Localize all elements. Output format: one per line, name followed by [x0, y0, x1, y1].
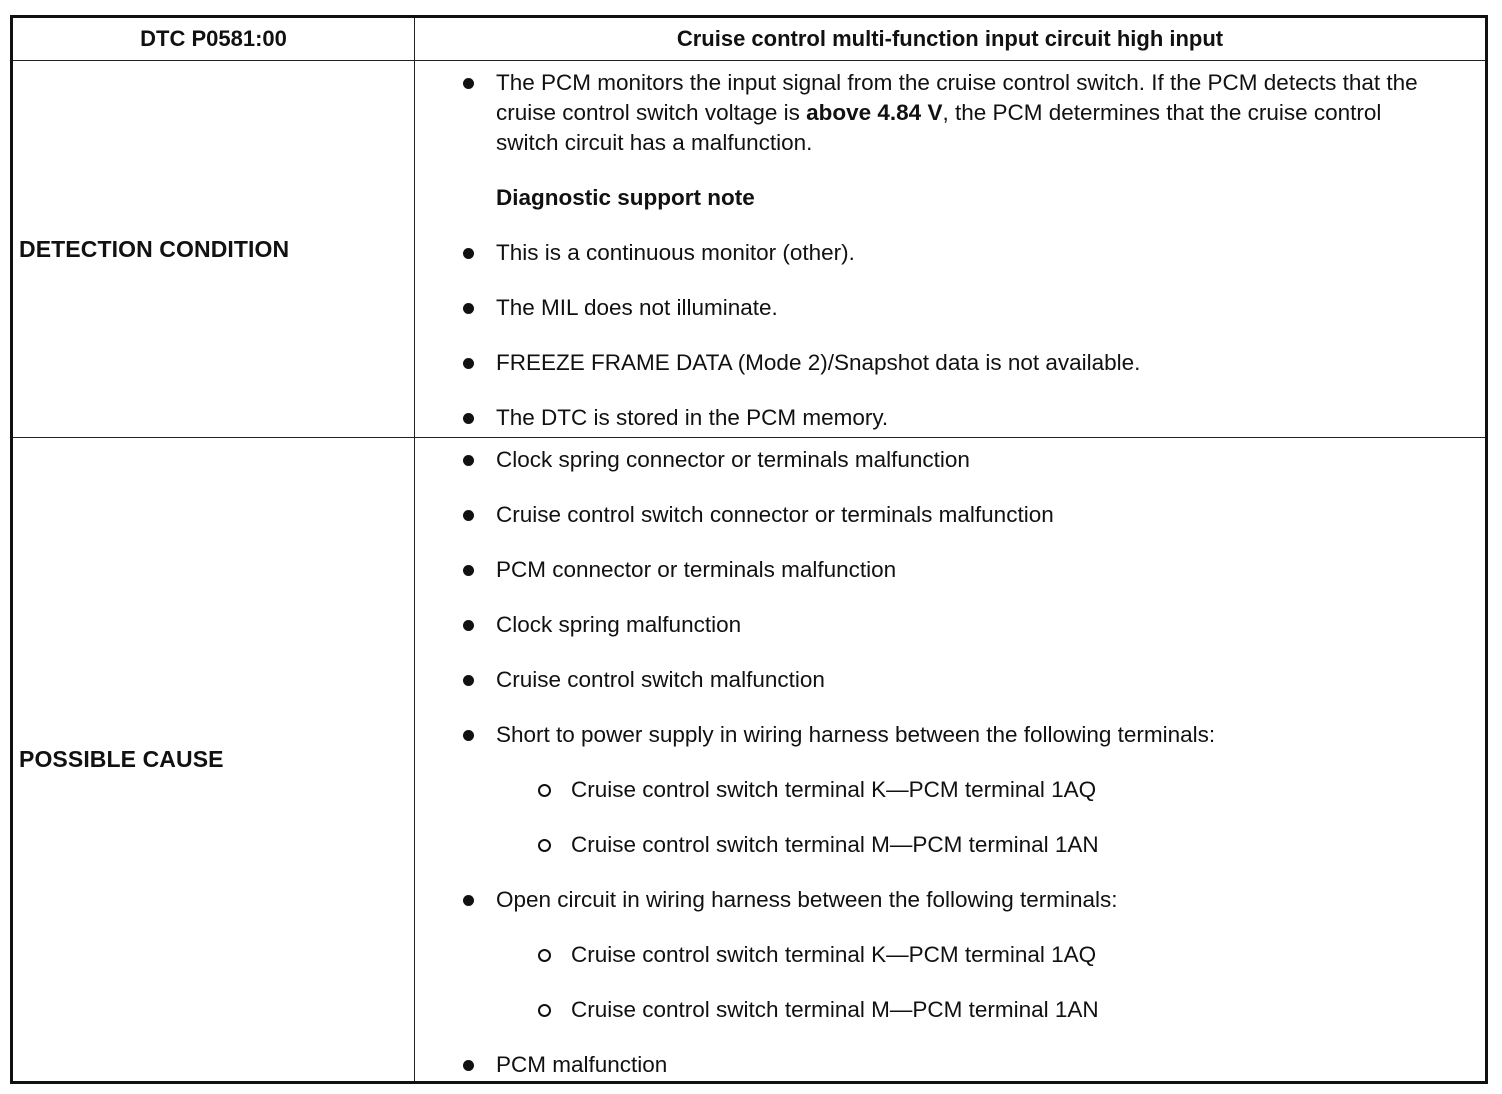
circle-bullet-icon: [538, 839, 551, 852]
circle-bullet-icon: [538, 949, 551, 962]
dtc-description: Cruise control multi-function input circuit high input: [676, 26, 1224, 51]
bullet-icon: [463, 620, 474, 631]
dtc-table: [10, 15, 1488, 1084]
possible-cause-label: POSSIBLE CAUSE: [19, 746, 224, 772]
detection-label-cell: [13, 61, 415, 437]
header-code-cell: [13, 18, 415, 60]
cause-label-cell: [13, 438, 415, 1081]
circle-bullet-icon: [538, 1004, 551, 1017]
detection-condition-row: [13, 61, 1485, 438]
dtc-code: DTC P0581:00: [140, 26, 287, 51]
bullet-icon: [463, 510, 474, 521]
bullet-icon: [463, 303, 474, 314]
bullet-icon: [463, 1060, 474, 1071]
bullet-icon: [463, 675, 474, 686]
bullet-icon: [463, 565, 474, 576]
bullet-icon: [463, 413, 474, 424]
bullet-icon: [463, 78, 474, 89]
header-description-cell: [415, 18, 1485, 60]
diagnostic-note-heading: Diagnostic support note: [496, 185, 755, 210]
bullet-icon: [463, 358, 474, 369]
bullet-icon: [463, 895, 474, 906]
possible-cause-row: [13, 438, 1485, 1081]
bullet-icon: [463, 730, 474, 741]
detection-content-cell: The PCM monitors the input signal from the cruise control switch. If the PCM detects that the cruise control switch voltage is above 4.84 V, the PCM determines that the cruise control switch circuit has a malfunction. Diagnostic support note This is a continuous monitor (other). The MIL does not illuminate. FREEZE FRAME DATA (Mode 2)/Snapshot data is not available. The DTC is stored in the PCM memory.: [415, 61, 1485, 437]
cause-content-cell: Clock spring connector or terminals malfunction Cruise control switch connector or terminals malfunction PCM connector or terminals malfunction Clock spring malfunction Cruise control switch malfunction Short to power supply in wiring harness between the following terminals: Cruise control switch terminal K—PCM terminal 1AQ Cruise control switch terminal M—PCM terminal 1AN Open circuit in wiring harness between the following terminals: Cruise control switch terminal K—PCM terminal 1AQ Cruise control switch terminal M—PCM terminal 1AN PCM malfunction: [415, 438, 1485, 1081]
detection-condition-label: DETECTION CONDITION: [19, 235, 290, 262]
bullet-icon: [463, 248, 474, 259]
circle-bullet-icon: [538, 784, 551, 797]
table-header-row: [13, 18, 1485, 61]
detection-intro-text: The PCM monitors the input signal from the cruise control switch. If the PCM detects that the cruise control switch voltage is above 4.84 V, the PCM determines that the cruise control switch circuit has a malfunction.: [496, 70, 1418, 155]
bullet-icon: [463, 455, 474, 466]
